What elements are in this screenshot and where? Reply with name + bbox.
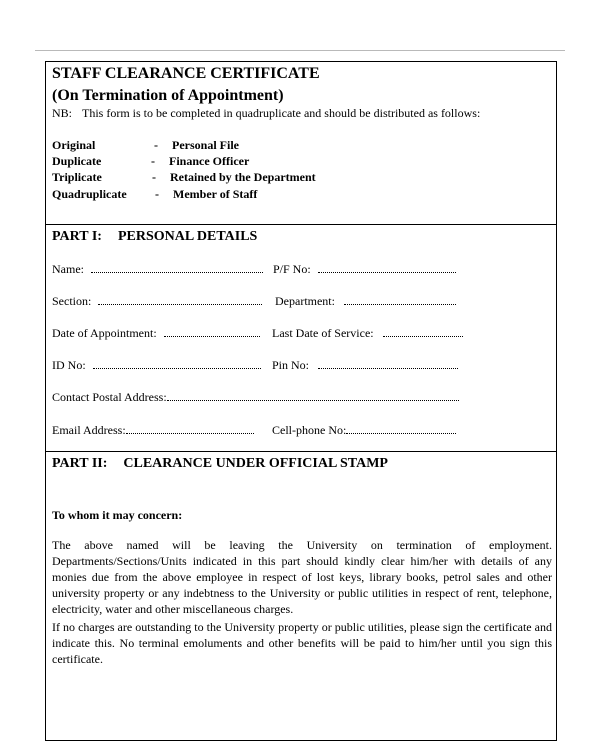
- clearance-form: [45, 61, 557, 741]
- form-header: STAFF CLEARANCE CERTIFICATE (On Termination of Appointment) NB: This form is to be completed in quadruplicate and should be distributed as follows: Original - Personal File Duplicate - Finance Officer Triplicate - Retained by the Department Quadruplicate - Member of Staff: [46, 62, 556, 225]
- pin-no-field[interactable]: Pin No:: [272, 358, 458, 372]
- part1-personal-details: [46, 225, 556, 452]
- pf-no-field[interactable]: P/F No:: [273, 262, 456, 276]
- copy-label: Original: [52, 138, 96, 152]
- copy-label: Triplicate: [52, 170, 102, 184]
- cellphone-input-line[interactable]: [346, 423, 456, 434]
- postal-address-input-line[interactable]: [167, 390, 459, 401]
- id-no-input-line[interactable]: [93, 358, 261, 369]
- copy-destination: Personal File: [172, 138, 239, 152]
- cellphone-field[interactable]: Cell-phone No:: [272, 423, 456, 437]
- part2-heading: PART II: CLEARANCE UNDER OFFICIAL STAMP: [52, 456, 388, 471]
- section-input-line[interactable]: [98, 294, 262, 305]
- department-field[interactable]: Department:: [275, 294, 456, 308]
- no-charges-note: If no charges are outstanding to the University property or public utilities, please sign the certificate and indicate this. No terminal emoluments and other benefits will be paid to him/her until you sign this certificate.: [52, 620, 552, 666]
- date-of-appointment-field[interactable]: Date of Appointment:: [52, 326, 260, 340]
- email-input-line[interactable]: [126, 423, 254, 434]
- salutation: To whom it may concern:: [52, 508, 183, 522]
- nb-note: [52, 106, 480, 121]
- department-input-line[interactable]: [344, 294, 456, 305]
- part1-heading: PART I: PERSONAL DETAILS: [52, 229, 258, 244]
- id-no-field[interactable]: ID No:: [52, 358, 261, 372]
- copy-destination: Member of Staff: [173, 187, 258, 201]
- date-of-appointment-input-line[interactable]: [164, 326, 260, 337]
- pin-no-input-line[interactable]: [318, 358, 458, 369]
- form-subtitle: (On Termination of Appointment): [52, 87, 284, 104]
- copy-destination: Finance Officer: [169, 154, 250, 168]
- copy-label: Duplicate: [52, 154, 102, 168]
- last-date-of-service-field[interactable]: Last Date of Service:: [272, 326, 463, 340]
- name-field[interactable]: Name:: [52, 262, 263, 276]
- email-address-field[interactable]: Email Address:: [52, 423, 254, 437]
- name-input-line[interactable]: [91, 262, 263, 273]
- nb-label: NB:: [52, 106, 73, 120]
- last-date-of-service-input-line[interactable]: [383, 326, 463, 337]
- top-divider: [35, 50, 565, 51]
- form-title: STAFF CLEARANCE CERTIFICATE: [52, 65, 320, 82]
- nb-text: This form is to be completed in quadruplicate and should be distributed as follows:: [82, 106, 481, 120]
- contact-postal-address-field[interactable]: Contact Postal Address:: [52, 390, 459, 404]
- section-field[interactable]: Section:: [52, 294, 262, 308]
- copy-destination: Retained by the Department: [170, 170, 316, 184]
- pf-no-input-line[interactable]: [318, 262, 456, 273]
- clearance-instructions: The above named will be leaving the University on termination of employment. Departments/Sections/Units indicated in this part should kindly clear him/her with details of any monies due from the above employee in respect of lost keys, library books, petrol sales and other university property or any indebtness to the University or public utilities in respect of rent, telephone, electricity, water and other miscellaneous charges.: [52, 538, 552, 616]
- copy-label: Quadruplicate: [52, 187, 127, 201]
